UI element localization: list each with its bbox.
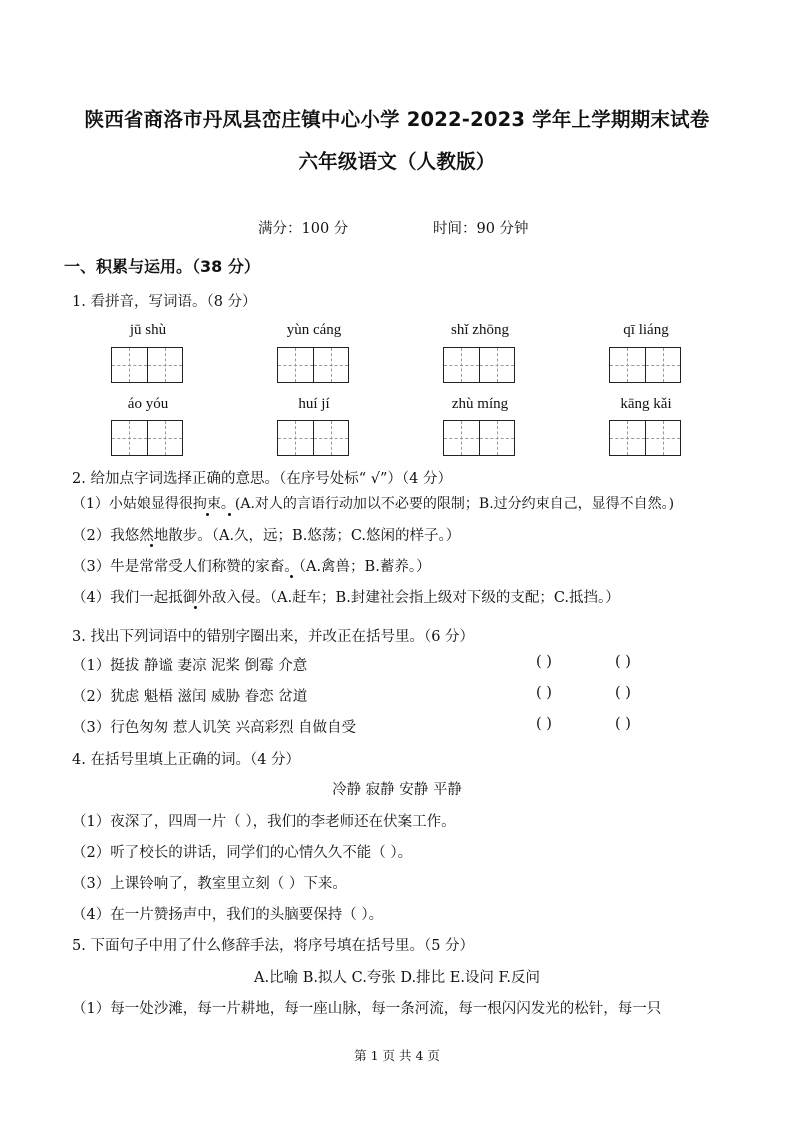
- question-5-item: （1）每一处沙滩，每一片耕地，每一座山脉，每一条河流，每一根闪闪发光的松针，每一只: [72, 1001, 662, 1017]
- question-4-item: （2）听了校长的讲话，同学们的心情久久不能（ ）。: [72, 845, 413, 861]
- question-2-prompt: 2. 给加点字词选择正确的意思。（在序号处标“ √”）（4 分）: [72, 471, 452, 487]
- question-4-item: （3）上课铃响了，教室里立刻（ ）下来。: [72, 876, 347, 892]
- page-title: 陕西省商洛市丹凤县峦庄镇中心小学 2022-2023 学年上学期期末试卷: [84, 108, 710, 131]
- rhetoric-options: A.比喻 B.拟人 C.夸张 D.排比 E.设问 F.反问: [254, 970, 540, 986]
- pinyin-label: zhù míng: [451, 396, 509, 412]
- emphasis-dot: [206, 513, 209, 516]
- writing-grid[interactable]: [277, 347, 349, 383]
- question-3-item: （3）行色匆匆 惹人讥笑 兴高彩烈 自做自受: [72, 720, 357, 736]
- writing-grid[interactable]: [111, 420, 183, 456]
- emphasis-dot: [150, 544, 153, 547]
- question-2-item: （2）我悠然地散步。（A.久，远；B.悠荡；C.悠闲的样子。）: [72, 528, 461, 544]
- page-subtitle: 六年级语文（人教版）: [298, 150, 496, 173]
- writing-grid[interactable]: [609, 420, 681, 456]
- writing-grid[interactable]: [609, 347, 681, 383]
- writing-grid[interactable]: [443, 347, 515, 383]
- question-2-item: （4）我们一起抵御外敌入侵。（A.赶车；B.封建社会指上级对下级的支配；C.抵挡。）: [72, 590, 620, 606]
- question-3-item: （2）犹虑 魁梧 滋闰 威胁 眷恋 岔道: [72, 689, 308, 705]
- question-3-prompt: 3. 找出下列词语中的错别字圈出来，并改正在括号里。（6 分）: [72, 629, 475, 645]
- pinyin-label: áo yóu: [127, 396, 169, 412]
- word-options: 冷静 寂静 安静 平静: [332, 782, 462, 798]
- answer-blank[interactable]: ( ): [536, 685, 552, 701]
- answer-blank[interactable]: ( ): [615, 716, 631, 732]
- writing-grid[interactable]: [111, 347, 183, 383]
- writing-grid[interactable]: [277, 420, 349, 456]
- question-1-prompt: 1. 看拼音，写词语。（8 分）: [72, 294, 257, 310]
- pinyin-label: qī liáng: [623, 322, 669, 338]
- question-4-prompt: 4. 在括号里填上正确的词。（4 分）: [72, 752, 301, 768]
- emphasis-dot: [290, 575, 293, 578]
- pinyin-label: shǐ zhōng: [451, 322, 509, 338]
- writing-grid[interactable]: [443, 420, 515, 456]
- full-score-label: 满分：100 分: [258, 221, 349, 237]
- time-label: 时间：90 分钟: [433, 221, 529, 237]
- pinyin-label: huí jí: [298, 396, 330, 412]
- question-3-item: （1）挺拔 静谧 妻凉 泥桨 倒霉 介意: [72, 658, 308, 674]
- question-2-item: （3）牛是常常受人们称赞的家畜。（A.禽兽；B.蓄养。）: [72, 559, 431, 575]
- emphasis-dot: [194, 606, 197, 609]
- answer-blank[interactable]: ( ): [615, 654, 631, 670]
- answer-blank[interactable]: ( ): [536, 716, 552, 732]
- question-4-item: （1）夜深了，四周一片（ ），我们的李老师还在伏案工作。: [72, 814, 456, 830]
- question-4-item: （4）在一片赞扬声中，我们的头脑要保持（ ）。: [72, 907, 384, 923]
- answer-blank[interactable]: ( ): [536, 654, 552, 670]
- pinyin-label: kāng kǎi: [620, 396, 672, 412]
- question-2-item: （1）小姑娘显得很拘束。(A.对人的言语行动加以不必要的限制；B.过分约束自己，显得不自然。): [72, 496, 675, 512]
- answer-blank[interactable]: ( ): [615, 685, 631, 701]
- question-5-prompt: 5. 下面句子中用了什么修辞手法，将序号填在括号里。（5 分）: [72, 938, 475, 954]
- emphasis-dot: [228, 513, 231, 516]
- section-heading: 一、积累与运用。（38 分）: [64, 257, 260, 276]
- page-number: 第 1 页 共 4 页: [354, 1048, 440, 1063]
- pinyin-label: yùn cáng: [286, 322, 342, 338]
- pinyin-label: jū shù: [129, 322, 167, 338]
